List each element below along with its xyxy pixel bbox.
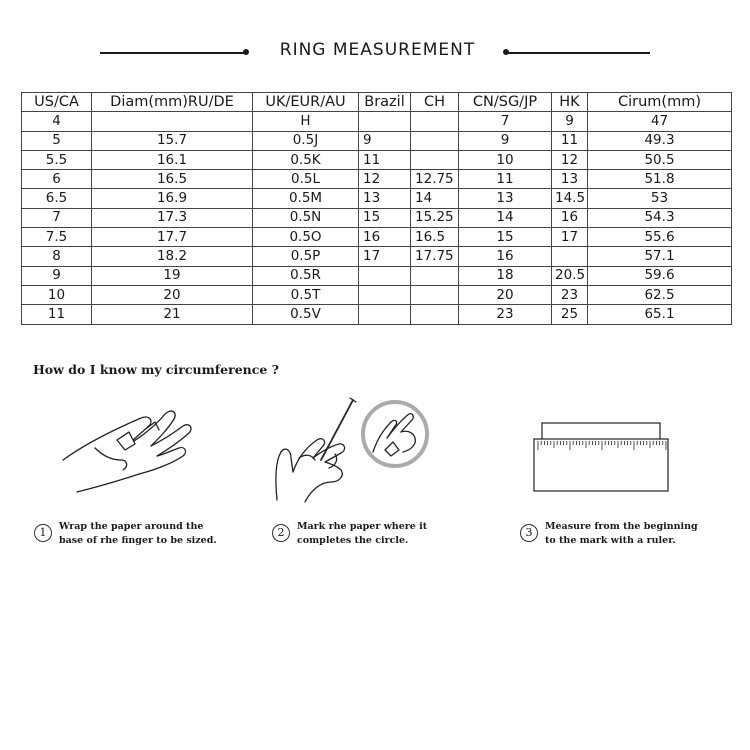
step-3-text	[545, 520, 705, 548]
cell-circum: 53	[588, 189, 732, 208]
cell-cn: 16	[459, 247, 552, 266]
table-row	[22, 285, 732, 304]
header-ch: CH	[411, 93, 459, 112]
cell-us-ca: 7	[22, 208, 92, 227]
cell-cn: 7	[459, 112, 552, 131]
cell-circum: 51.8	[588, 170, 732, 189]
table-row	[22, 247, 732, 266]
cell-brazil: 16	[359, 228, 411, 247]
cell-us-ca: 8	[22, 247, 92, 266]
cell-us-ca: 9	[22, 266, 92, 285]
cell-ch	[411, 266, 459, 285]
table-row	[22, 150, 732, 169]
cell-us-ca: 11	[22, 305, 92, 324]
cell-diam: 17.3	[92, 208, 253, 227]
cell-circum: 50.5	[588, 150, 732, 169]
cell-hk	[552, 247, 588, 266]
cell-cn: 9	[459, 131, 552, 150]
step-1-line-1: Wrap the paper around the	[59, 521, 204, 532]
hand-mark-icon	[265, 390, 445, 510]
step-1-line-2: base of rhe finger to be sized.	[59, 535, 217, 546]
table-row	[22, 305, 732, 324]
cell-diam: 16.1	[92, 150, 253, 169]
header-diam: Diam(mm)RU/DE	[92, 93, 253, 112]
cell-ch	[411, 285, 459, 304]
cell-brazil: 9	[359, 131, 411, 150]
cell-circum: 54.3	[588, 208, 732, 227]
cell-circum: 57.1	[588, 247, 732, 266]
cell-us-ca: 6.5	[22, 189, 92, 208]
table-row	[22, 228, 732, 247]
cell-ch	[411, 131, 459, 150]
table-row	[22, 170, 732, 189]
cell-uk: 0.5N	[253, 208, 359, 227]
cell-uk: 0.5J	[253, 131, 359, 150]
cell-circum: 47	[588, 112, 732, 131]
cell-brazil	[359, 266, 411, 285]
cell-uk: 0.5L	[253, 170, 359, 189]
page-title: RING MEASUREMENT	[279, 40, 476, 60]
cell-cn: 11	[459, 170, 552, 189]
header-hk: HK	[552, 93, 588, 112]
cell-hk: 12	[552, 150, 588, 169]
cell-ch: 12.75	[411, 170, 459, 189]
cell-diam: 16.5	[92, 170, 253, 189]
ring-size-table	[21, 92, 732, 325]
step-2-line-2: completes the circle.	[297, 535, 409, 546]
cell-us-ca: 6	[22, 170, 92, 189]
cell-brazil: 13	[359, 189, 411, 208]
cell-circum: 55.6	[588, 228, 732, 247]
step-2-line-1: Mark rhe paper where it	[297, 521, 428, 532]
cell-brazil: 17	[359, 247, 411, 266]
cell-ch: 16.5	[411, 228, 459, 247]
cell-uk: 0.5K	[253, 150, 359, 169]
cell-ch	[411, 112, 459, 131]
header-circum: Cirum(mm)	[588, 93, 732, 112]
cell-diam: 19	[92, 266, 253, 285]
title-dot-left	[243, 49, 249, 55]
cell-uk: 0.5O	[253, 228, 359, 247]
title-rule-left	[100, 52, 246, 54]
step-1-number: 1	[34, 524, 52, 542]
cell-ch	[411, 305, 459, 324]
step-3-number: 3	[520, 524, 538, 542]
cell-hk: 25	[552, 305, 588, 324]
cell-diam: 20	[92, 285, 253, 304]
cell-us-ca: 4	[22, 112, 92, 131]
table-row	[22, 112, 732, 131]
cell-hk: 13	[552, 170, 588, 189]
cell-brazil	[359, 285, 411, 304]
hand-wrap-icon	[55, 400, 235, 510]
cell-cn: 13	[459, 189, 552, 208]
cell-uk: 0.5V	[253, 305, 359, 324]
step-2-number: 2	[272, 524, 290, 542]
cell-cn: 15	[459, 228, 552, 247]
cell-brazil: 15	[359, 208, 411, 227]
step-1-text	[59, 520, 219, 548]
cell-hk: 11	[552, 131, 588, 150]
title-rule-right	[507, 52, 650, 54]
cell-uk: 0.5T	[253, 285, 359, 304]
cell-hk: 17	[552, 228, 588, 247]
ruler-icon	[530, 415, 670, 495]
cell-brazil: 11	[359, 150, 411, 169]
table-row	[22, 266, 732, 285]
cell-diam: 16.9	[92, 189, 253, 208]
cell-us-ca: 10	[22, 285, 92, 304]
circumference-question: How do I know my circumference ?	[33, 362, 279, 377]
title-row	[0, 38, 750, 68]
header-uk: UK/EUR/AU	[253, 93, 359, 112]
cell-cn: 14	[459, 208, 552, 227]
step-3-line-2: to the mark with a ruler.	[545, 535, 676, 546]
cell-ch: 17.75	[411, 247, 459, 266]
step-2-text	[297, 520, 457, 548]
cell-uk: 0.5P	[253, 247, 359, 266]
table-row	[22, 131, 732, 150]
cell-brazil	[359, 305, 411, 324]
cell-us-ca: 5.5	[22, 150, 92, 169]
cell-hk: 9	[552, 112, 588, 131]
cell-cn: 20	[459, 285, 552, 304]
step-3-line-1: Measure from the beginning	[545, 521, 698, 532]
header-brazil: Brazil	[359, 93, 411, 112]
cell-uk: 0.5M	[253, 189, 359, 208]
cell-circum: 49.3	[588, 131, 732, 150]
cell-uk: H	[253, 112, 359, 131]
table-row	[22, 208, 732, 227]
cell-ch	[411, 150, 459, 169]
cell-hk: 16	[552, 208, 588, 227]
cell-diam: 21	[92, 305, 253, 324]
cell-circum: 62.5	[588, 285, 732, 304]
cell-diam: 17.7	[92, 228, 253, 247]
table-header-row	[22, 93, 732, 112]
table-row	[22, 189, 732, 208]
cell-hk: 14.5	[552, 189, 588, 208]
cell-ch: 15.25	[411, 208, 459, 227]
cell-cn: 23	[459, 305, 552, 324]
cell-brazil	[359, 112, 411, 131]
cell-cn: 18	[459, 266, 552, 285]
header-cn: CN/SG/JP	[459, 93, 552, 112]
cell-diam: 18.2	[92, 247, 253, 266]
cell-diam: 15.7	[92, 131, 253, 150]
cell-hk: 23	[552, 285, 588, 304]
cell-cn: 10	[459, 150, 552, 169]
cell-circum: 65.1	[588, 305, 732, 324]
cell-us-ca: 7.5	[22, 228, 92, 247]
cell-us-ca: 5	[22, 131, 92, 150]
cell-diam	[92, 112, 253, 131]
cell-hk: 20.5	[552, 266, 588, 285]
cell-uk: 0.5R	[253, 266, 359, 285]
cell-circum: 59.6	[588, 266, 732, 285]
cell-brazil: 12	[359, 170, 411, 189]
header-us-ca: US/CA	[22, 93, 92, 112]
cell-ch: 14	[411, 189, 459, 208]
